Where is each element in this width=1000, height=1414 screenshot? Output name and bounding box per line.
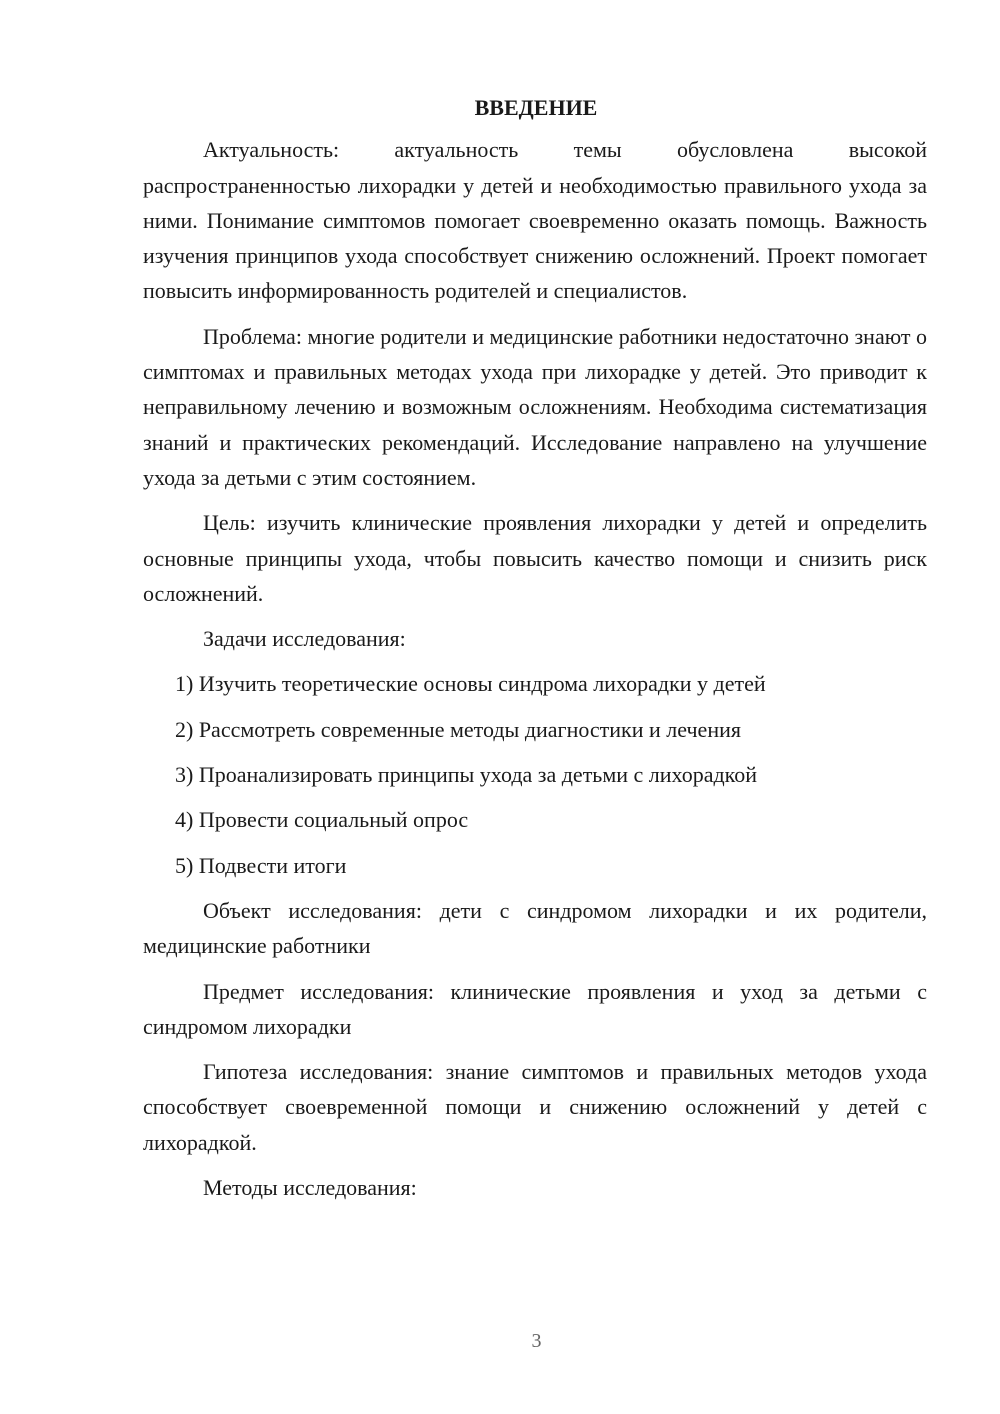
page-title: ВВЕДЕНИЕ (474, 95, 598, 120)
object-paragraph: Объект исследования: дети с синдромом лихорадки и их родители, медицинские работники (143, 897, 927, 959)
goal-paragraph: Цель: изучить клинические проявления лихорадки у детей и определить основные принципы ухода, чтобы повысить качество помощи и снизить риск осложнений. (143, 510, 927, 606)
task-item: 2) Рассмотреть современные методы диагностики и лечения (175, 716, 741, 742)
methods-heading: Методы исследования: (203, 1175, 417, 1201)
problem-paragraph: Проблема: многие родители и медицинские работники недостаточно знают о симптомах и правильных методах ухода при лихорадке у детей. Это приводит к неправильному лечению и возможным осложнениям. Необходима систематизация знаний и практических рекомендаций. Исследование направлено на улучшение ухода за детьми с этим состоянием. (143, 323, 927, 490)
subject-paragraph: Предмет исследования: клинические проявления и уход за детьми с синдромом лихорадки (143, 978, 927, 1039)
task-item: 5) Подвести итоги (175, 852, 347, 878)
page-number: 3 (531, 1330, 542, 1352)
task-item: 1) Изучить теоретические основы синдрома лихорадки у детей (175, 671, 766, 697)
tasks-heading: Задачи исследования: (203, 626, 406, 652)
task-item: 3) Проанализировать принципы ухода за детьми с лихорадкой (175, 762, 758, 788)
relevance-paragraph: Актуальность: актуальность темы обусловлена высокой распространенностью лихорадки у детей и необходимостью правильного ухода за ними. Понимание симптомов помогает своевременно оказать помощь. Важность изучения принципов ухода способствует снижению осложнений. Проект помогает повысить информированность родителей и специалистов. (143, 137, 927, 304)
hypothesis-paragraph: Гипотеза исследования: знание симптомов и правильных методов ухода способствует своевременной помощи и снижению осложнений у детей с лихорадкой. (143, 1059, 927, 1155)
task-item: 4) Провести социальный опрос (175, 807, 469, 833)
tasks-list (143, 666, 927, 882)
document-page (143, 90, 927, 1215)
